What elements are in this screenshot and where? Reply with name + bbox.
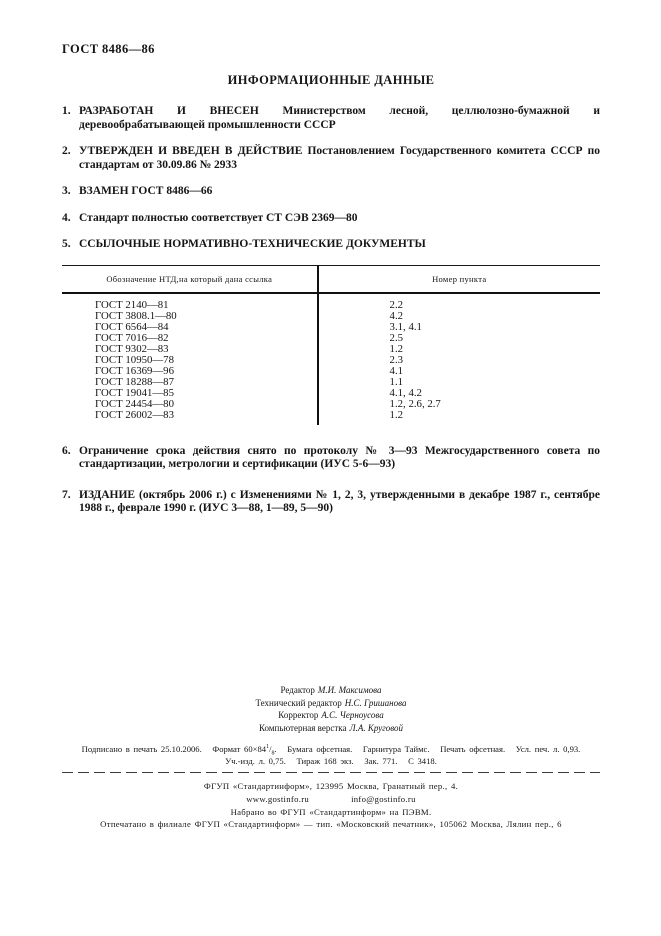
table-row bbox=[62, 344, 600, 355]
table-row bbox=[62, 399, 600, 410]
punkt-cell: 1.2 bbox=[389, 343, 404, 355]
item-text: ИЗДАНИЕ (октябрь 2006 г.) с Изменениями № 1, 2, 3, утвержденными в декабре 1987 г., сентябре 1988 г., феврале 1990 г. (ИУС 3—88, 1—89, 5—90) bbox=[79, 488, 600, 514]
ntd-cell: ГОСТ 2140—81 bbox=[62, 293, 318, 311]
reference-documents-table bbox=[62, 265, 600, 425]
format-text: Формат 60×84 bbox=[212, 744, 267, 755]
credit-role: Технический редактор bbox=[255, 697, 342, 708]
editorial-credits bbox=[62, 684, 600, 734]
credit-role: Редактор bbox=[280, 685, 315, 695]
credit-editor bbox=[62, 684, 600, 697]
imprint-tirazh: Тираж 168 экз. bbox=[296, 756, 354, 767]
info-items-list-continued bbox=[62, 445, 600, 516]
publisher-email: info@gostinfo.ru bbox=[351, 793, 416, 804]
column-header-punkt: Номер пункта bbox=[318, 265, 600, 293]
item-text: РАЗРАБОТАН И ВНЕСЕН Министерством лесной, целлюлозно-бумажной и деревообрабатывающей промышленности СССР bbox=[79, 105, 600, 131]
format-subscript: 8 bbox=[271, 751, 275, 758]
punkt-cell: 4.1 bbox=[389, 365, 404, 377]
item-number: 6. bbox=[62, 444, 71, 457]
imprint-typeface: Гарнитура Таймс. bbox=[362, 744, 430, 755]
punkt-cell: 1.2 bbox=[389, 409, 404, 421]
table-row bbox=[62, 388, 600, 399]
list-item-7 bbox=[62, 489, 600, 516]
table-row bbox=[62, 322, 600, 333]
punkt-cell: 2.5 bbox=[389, 332, 404, 344]
punkt-cell: 4.2 bbox=[389, 310, 404, 322]
punkt-cell: 4.1, 4.2 bbox=[389, 387, 422, 399]
table-header-row bbox=[62, 265, 600, 293]
punkt-cell: 2.2 bbox=[389, 298, 404, 311]
list-item-4 bbox=[62, 212, 600, 226]
table-row bbox=[62, 377, 600, 388]
gost-standard-number: ГОСТ 8486—86 bbox=[62, 42, 155, 56]
print-imprint bbox=[62, 743, 600, 767]
ntd-cell: ГОСТ 26002—83 bbox=[62, 410, 318, 425]
table-row bbox=[62, 293, 600, 311]
ntd-cell: ГОСТ 9302—83 bbox=[62, 344, 318, 355]
ntd-cell: ГОСТ 3808.1—80 bbox=[62, 311, 318, 322]
imprint-line-1 bbox=[62, 743, 600, 758]
format-slash: / bbox=[269, 744, 272, 755]
imprint-paper: Бумага офсетная. bbox=[287, 744, 353, 755]
table-row bbox=[62, 366, 600, 377]
imprint-uch-izd: Уч.-изд. л. 0,75. bbox=[225, 756, 286, 767]
item-text: ВЗАМЕН ГОСТ 8486—66 bbox=[79, 185, 213, 197]
list-item-6 bbox=[62, 445, 600, 472]
item-number: 1. bbox=[62, 105, 71, 117]
imprint-print-method: Печать офсетная. bbox=[440, 744, 506, 755]
credit-technical-editor bbox=[62, 697, 600, 710]
ntd-cell: ГОСТ 6564—84 bbox=[62, 322, 318, 333]
table-row bbox=[62, 410, 600, 425]
ntd-cell: ГОСТ 24454—80 bbox=[62, 399, 318, 410]
ntd-cell: ГОСТ 7016—82 bbox=[62, 333, 318, 344]
punkt-cell: 2.3 bbox=[389, 354, 404, 366]
credit-name: Н.С. Гришанова bbox=[344, 697, 407, 708]
publisher-address: ФГУП «Стандартинформ», 123995 Москва, Гранатный пер., 4. bbox=[203, 781, 459, 792]
table-row bbox=[62, 333, 600, 344]
colophon bbox=[62, 684, 600, 831]
punkt-cell: 1.1 bbox=[389, 376, 404, 388]
ntd-cell: ГОСТ 18288—87 bbox=[62, 377, 318, 388]
column-header-ntd: Обозначение НТД,на который дана ссылка bbox=[62, 265, 318, 293]
publisher-printed-note: Отпечатано в филиале ФГУП «Стандартинформ» — тип. «Московский печатник», 105062 Москва, Лялин пер., 6 bbox=[100, 819, 562, 830]
publisher-website: www.gostinfo.ru bbox=[246, 793, 310, 804]
imprint-format bbox=[212, 744, 277, 758]
item-number: 5. bbox=[62, 238, 71, 250]
imprint-usl-pech: Усл. печ. л. 0,93. bbox=[515, 744, 581, 755]
list-item-3 bbox=[62, 185, 600, 199]
page-title: ИНФОРМАЦИОННЫЕ ДАННЫЕ bbox=[227, 73, 435, 87]
item-text: ССЫЛОЧНЫЕ НОРМАТИВНО-ТЕХНИЧЕСКИЕ ДОКУМЕНТЫ bbox=[79, 238, 426, 250]
format-period: . bbox=[274, 744, 277, 755]
item-number: 7. bbox=[62, 488, 71, 501]
list-item-2 bbox=[62, 145, 600, 172]
item-text: УТВЕРЖДЕН И ВВЕДЕН В ДЕЙСТВИЕ Постановлением Государственного комитета СССР по стандартам от 30.09.86 № 2933 bbox=[79, 145, 600, 171]
imprint-c-number: С 3418. bbox=[408, 756, 437, 767]
ntd-cell: ГОСТ 10950—78 bbox=[62, 355, 318, 366]
credit-corrector bbox=[62, 709, 600, 722]
credit-name: А.С. Черноусова bbox=[321, 710, 384, 721]
item-text: Стандарт полностью соответствует СТ СЭВ 2369—80 bbox=[79, 211, 358, 224]
punkt-cell: 1.2, 2.6, 2.7 bbox=[389, 398, 441, 410]
credit-role: Корректор bbox=[278, 710, 319, 721]
info-items-list bbox=[62, 105, 600, 252]
credit-name: М.И. Максимова bbox=[317, 685, 382, 695]
punkt-cell: 3.1, 4.1 bbox=[389, 321, 422, 333]
table-row bbox=[62, 355, 600, 366]
item-number: 3. bbox=[62, 185, 71, 197]
ntd-cell: ГОСТ 16369—96 bbox=[62, 366, 318, 377]
imprint-signed: Подписано в печать 25.10.2006. bbox=[81, 744, 202, 755]
imprint-line-2 bbox=[62, 755, 600, 767]
credit-role: Компьютерная верстка bbox=[258, 722, 347, 733]
item-number: 4. bbox=[62, 211, 71, 224]
ntd-cell: ГОСТ 19041—85 bbox=[62, 388, 318, 399]
publisher-block bbox=[62, 780, 600, 830]
table-row bbox=[62, 311, 600, 322]
item-number: 2. bbox=[62, 145, 71, 157]
imprint-zakaz: Зак. 771. bbox=[364, 756, 398, 767]
list-item-1 bbox=[62, 105, 600, 132]
dashed-divider bbox=[62, 772, 600, 773]
publisher-typeset-note: Набрано во ФГУП «Стандартинформ» на ПЭВМ. bbox=[230, 806, 432, 817]
list-item-5 bbox=[62, 238, 600, 252]
credit-name: Л.А. Круговой bbox=[349, 722, 404, 733]
publisher-contacts bbox=[62, 793, 600, 806]
item-text: Ограничение срока действия снято по протоколу № 3—93 Межгосударственного совета по стандартизации, метрологии и сертификации (ИУС 5-6—93) bbox=[79, 444, 600, 470]
format-superscript: 1 bbox=[266, 744, 270, 751]
credit-layout bbox=[62, 722, 600, 735]
